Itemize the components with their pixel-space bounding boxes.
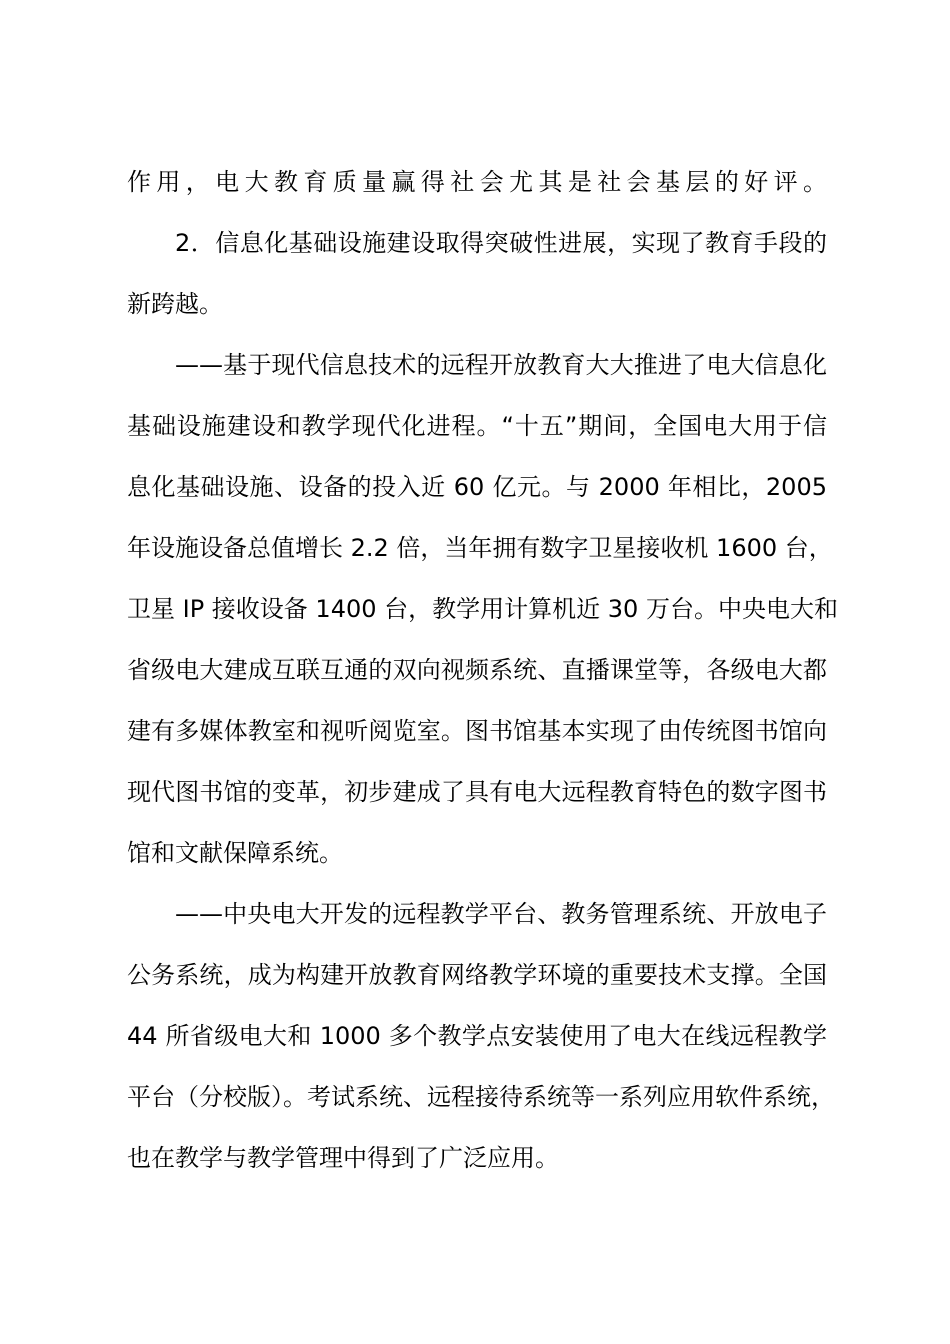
paragraph-line: 建有多媒体教室和视听阅览室。图书馆基本实现了由传统图书馆向 xyxy=(127,717,827,745)
paragraph-line: 公务系统，成为构建开放教育网络教学环境的重要技术支撑。全国 xyxy=(127,961,827,989)
paragraph-line: ——中央电大开发的远程教学平台、教务管理系统、开放电子 xyxy=(175,900,827,928)
paragraph-line: 年设施设备总值增长 2.2 倍，当年拥有数字卫星接收机 1600 台， xyxy=(127,534,833,562)
paragraph-line: 44 所省级电大和 1000 多个教学点安装使用了电大在线远程教学 xyxy=(127,1022,827,1050)
paragraph-line: ——基于现代信息技术的远程开放教育大大推进了电大信息化 xyxy=(175,351,827,379)
section-heading-line: 新跨越。 xyxy=(127,290,223,318)
section-heading-line: 2．信息化基础设施建设取得突破性进展，实现了教育手段的 xyxy=(175,229,827,257)
paragraph-line: 卫星 IP 接收设备 1400 台，教学用计算机近 30 万台。中央电大和 xyxy=(127,595,838,623)
paragraph-line: 作用，电大教育质量赢得社会尤其是社会基层的好评。 xyxy=(127,168,827,196)
paragraph-line: 省级电大建成互联互通的双向视频系统、直播课堂等，各级电大都 xyxy=(127,656,827,684)
paragraph-line: 也在教学与教学管理中得到了广泛应用。 xyxy=(127,1144,559,1172)
paragraph-line: 馆和文献保障系统。 xyxy=(127,839,343,867)
paragraph-line: 息化基础设施、设备的投入近 60 亿元。与 2000 年相比，2005 xyxy=(127,473,827,501)
paragraph-line: 平台（分校版）。考试系统、远程接待系统等一系列应用软件系统， xyxy=(127,1083,835,1111)
paragraph-line: 基础设施建设和教学现代化进程。“十五”期间，全国电大用于信 xyxy=(127,412,827,440)
paragraph-line: 现代图书馆的变革，初步建成了具有电大远程教育特色的数字图书 xyxy=(127,778,827,806)
